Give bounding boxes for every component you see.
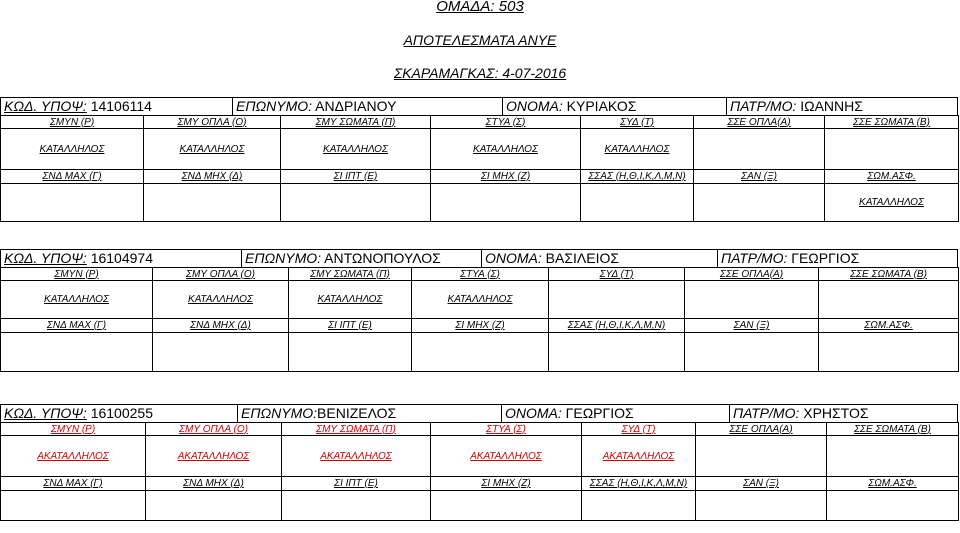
- test-label: ΣΣΕ ΟΠΛΑ(Α): [685, 268, 819, 281]
- result-cell: [144, 184, 281, 222]
- candidate-header: [0, 404, 958, 423]
- father-value: ΧΡΗΣΤΟΣ: [803, 405, 869, 421]
- code-cell: [1, 405, 238, 422]
- test-label: ΣΤΥΑ (Σ): [431, 423, 582, 436]
- results-title: ΑΠΟΤΕΛΕΣΜΑΤΑ ΑΝΥΕ: [403, 32, 557, 48]
- code-label: ΚΩΔ. ΥΠΟΨ:: [4, 98, 87, 114]
- test-label: ΣΜΥΝ (Ρ): [1, 423, 146, 436]
- code-value: 16100255: [90, 405, 153, 421]
- surname-label: ΕΠΩΝΥΜΟ:: [241, 405, 318, 421]
- test-label: ΣΝΔ ΜΑΧ (Γ): [1, 170, 144, 184]
- father-cell: [718, 250, 957, 267]
- name-cell: [482, 250, 718, 267]
- test-label: ΣΤΥΑ (Σ): [412, 268, 549, 281]
- result-cell: ΚΑΤΑΛΛΗΛΟΣ: [412, 281, 549, 319]
- father-value: ΙΩΑΝΝΗΣ: [800, 98, 863, 114]
- test-label: ΣΝΔ ΜΑΧ (Γ): [1, 319, 153, 333]
- code-cell: [1, 98, 233, 115]
- surname-value: ΑΝΔΡΙΑΝΟΥ: [315, 98, 397, 114]
- result-cell: [146, 491, 282, 521]
- name-cell: [503, 98, 727, 115]
- test-label: ΣΙ ΜΗΧ (Ζ): [431, 170, 581, 184]
- surname-cell: [233, 98, 503, 115]
- test-label: ΣΙ ΜΗΧ (Ζ): [412, 319, 549, 333]
- test-label: ΣΙ ΙΠΤ (Ε): [281, 170, 431, 184]
- result-cell: [281, 184, 431, 222]
- candidate-header: [0, 97, 958, 116]
- result-cell: ΑΚΑΤΑΛΛΗΛΟΣ: [1, 436, 146, 477]
- father-cell: [730, 405, 957, 422]
- results-table: [0, 115, 959, 222]
- surname-label: ΕΠΩΝΥΜΟ:: [236, 98, 313, 114]
- result-cell: [827, 491, 959, 521]
- result-cell: ΑΚΑΤΑΛΛΗΛΟΣ: [146, 436, 282, 477]
- test-label: ΣΩΜ.ΑΣΦ.: [827, 477, 959, 491]
- result-cell: [819, 281, 959, 319]
- test-label: ΣΑΝ (Ξ): [694, 170, 825, 184]
- result-cell: [827, 436, 959, 477]
- test-label: ΣΝΔ ΜΗΧ (Δ): [144, 170, 281, 184]
- result-cell: [1, 491, 146, 521]
- location-date-title: ΣΚΑΡΑΜΑΓΚΑΣ: 4-07-2016: [393, 65, 567, 81]
- father-label: ΠΑΤΡ/ΜΟ:: [721, 250, 788, 266]
- father-cell: [727, 98, 957, 115]
- surname-value: ΑΝΤΩΝΟΠΟΥΛΟΣ: [324, 250, 441, 266]
- result-cell: [549, 333, 685, 372]
- surname-cell: [238, 405, 502, 422]
- test-label: ΣΣΕ ΣΩΜΑΤΑ (Β): [827, 423, 959, 436]
- result-cell: [694, 184, 825, 222]
- test-label: ΣΙ ΙΠΤ (Ε): [282, 477, 431, 491]
- test-label: ΣΜΥ ΣΩΜΑΤΑ (Π): [281, 116, 431, 129]
- test-label: ΣΙ ΙΠΤ (Ε): [289, 319, 412, 333]
- name-label: ΟΝΟΜΑ:: [506, 98, 563, 114]
- name-label: ΟΝΟΜΑ:: [485, 250, 542, 266]
- result-cell: [412, 333, 549, 372]
- test-label: ΣΑΝ (Ξ): [696, 477, 827, 491]
- test-label: ΣΝΔ ΜΗΧ (Δ): [153, 319, 289, 333]
- father-label: ΠΑΤΡ/ΜΟ:: [733, 405, 800, 421]
- result-cell: [153, 333, 289, 372]
- results-table: [0, 267, 959, 372]
- test-label: ΣΣΕ ΟΠΛΑ(Α): [696, 423, 827, 436]
- test-label: ΣΣΕ ΣΩΜΑΤΑ (Β): [825, 116, 959, 129]
- test-label: ΣΥΔ (Τ): [582, 423, 696, 436]
- result-cell: ΚΑΤΑΛΛΗΛΟΣ: [289, 281, 412, 319]
- test-label: ΣΤΥΑ (Σ): [431, 116, 581, 129]
- test-label: ΣΜΥΝ (Ρ): [1, 116, 144, 129]
- result-cell: [1, 184, 144, 222]
- result-cell: ΑΚΑΤΑΛΛΗΛΟΣ: [282, 436, 431, 477]
- test-label: ΣΑΝ (Ξ): [685, 319, 819, 333]
- test-label: ΣΝΔ ΜΗΧ (Δ): [146, 477, 282, 491]
- name-value: ΓΕΩΡΓΙΟΣ: [565, 405, 634, 421]
- father-label: ΠΑΤΡ/ΜΟ:: [730, 98, 797, 114]
- test-label: ΣΣΑΣ (Η,Θ,Ι,Κ,Λ,Μ,Ν): [581, 170, 694, 184]
- result-cell: [431, 491, 582, 521]
- code-value: 16104974: [90, 250, 153, 266]
- candidate-header: [0, 249, 958, 268]
- test-label: ΣΥΔ (Τ): [549, 268, 685, 281]
- group-title: ΟΜΑΔΑ: 503: [436, 0, 524, 15]
- name-value: ΒΑΣΙΛΕΙΟΣ: [545, 250, 620, 266]
- name-cell: [502, 405, 730, 422]
- code-value: 14106114: [90, 98, 152, 114]
- result-cell: [282, 491, 431, 521]
- result-cell: [289, 333, 412, 372]
- surname-value: ΒΕΝΙΖΕΛΟΣ: [317, 405, 397, 421]
- result-cell: [1, 333, 153, 372]
- result-cell: ΚΑΤΑΛΛΗΛΟΣ: [581, 129, 694, 170]
- result-cell: ΚΑΤΑΛΛΗΛΟΣ: [1, 281, 153, 319]
- name-value: ΚΥΡΙΑΚΟΣ: [566, 98, 637, 114]
- test-label: ΣΙ ΜΗΧ (Ζ): [431, 477, 582, 491]
- surname-cell: [242, 250, 482, 267]
- test-label: ΣΥΔ (Τ): [581, 116, 694, 129]
- test-label: ΣΜΥΝ (Ρ): [1, 268, 153, 281]
- test-label: ΣΜΥ ΟΠΛΑ (Ο): [146, 423, 282, 436]
- test-label: ΣΣΑΣ (Η,Θ,Ι,Κ,Λ,Μ,Ν): [549, 319, 685, 333]
- result-cell: [581, 184, 694, 222]
- result-cell: ΚΑΤΑΛΛΗΛΟΣ: [153, 281, 289, 319]
- code-label: ΚΩΔ. ΥΠΟΨ:: [4, 250, 87, 266]
- result-cell: ΚΑΤΑΛΛΗΛΟΣ: [281, 129, 431, 170]
- test-label: ΣΝΔ ΜΑΧ (Γ): [1, 477, 146, 491]
- code-cell: [1, 250, 242, 267]
- surname-label: ΕΠΩΝΥΜΟ:: [245, 250, 322, 266]
- result-cell: [696, 491, 827, 521]
- result-cell: [685, 333, 819, 372]
- result-cell: ΚΑΤΑΛΛΗΛΟΣ: [825, 184, 959, 222]
- result-cell: ΚΑΤΑΛΛΗΛΟΣ: [1, 129, 144, 170]
- result-cell: [819, 333, 959, 372]
- test-label: ΣΜΥ ΣΩΜΑΤΑ (Π): [282, 423, 431, 436]
- test-label: ΣΜΥ ΟΠΛΑ (Ο): [144, 116, 281, 129]
- father-value: ΓΕΩΡΓΙΟΣ: [791, 250, 860, 266]
- result-cell: [582, 491, 696, 521]
- name-label: ΟΝΟΜΑ:: [505, 405, 562, 421]
- test-label: ΣΜΥ ΣΩΜΑΤΑ (Π): [289, 268, 412, 281]
- result-cell: [549, 281, 685, 319]
- test-label: ΣΣΕ ΣΩΜΑΤΑ (Β): [819, 268, 959, 281]
- code-label: ΚΩΔ. ΥΠΟΨ:: [4, 405, 87, 421]
- result-cell: [431, 184, 581, 222]
- test-label: ΣΣΑΣ (Η,Θ,Ι,Κ,Λ,Μ,Ν): [582, 477, 696, 491]
- result-cell: [696, 436, 827, 477]
- result-cell: ΚΑΤΑΛΛΗΛΟΣ: [144, 129, 281, 170]
- test-label: ΣΣΕ ΟΠΛΑ(Α): [694, 116, 825, 129]
- results-table: [0, 422, 959, 521]
- test-label: ΣΜΥ ΟΠΛΑ (Ο): [153, 268, 289, 281]
- result-cell: ΑΚΑΤΑΛΛΗΛΟΣ: [582, 436, 696, 477]
- test-label: ΣΩΜ.ΑΣΦ.: [825, 170, 959, 184]
- result-cell: ΑΚΑΤΑΛΛΗΛΟΣ: [431, 436, 582, 477]
- result-cell: [694, 129, 825, 170]
- result-cell: [685, 281, 819, 319]
- result-cell: ΚΑΤΑΛΛΗΛΟΣ: [431, 129, 581, 170]
- test-label: ΣΩΜ.ΑΣΦ.: [819, 319, 959, 333]
- result-cell: [825, 129, 959, 170]
